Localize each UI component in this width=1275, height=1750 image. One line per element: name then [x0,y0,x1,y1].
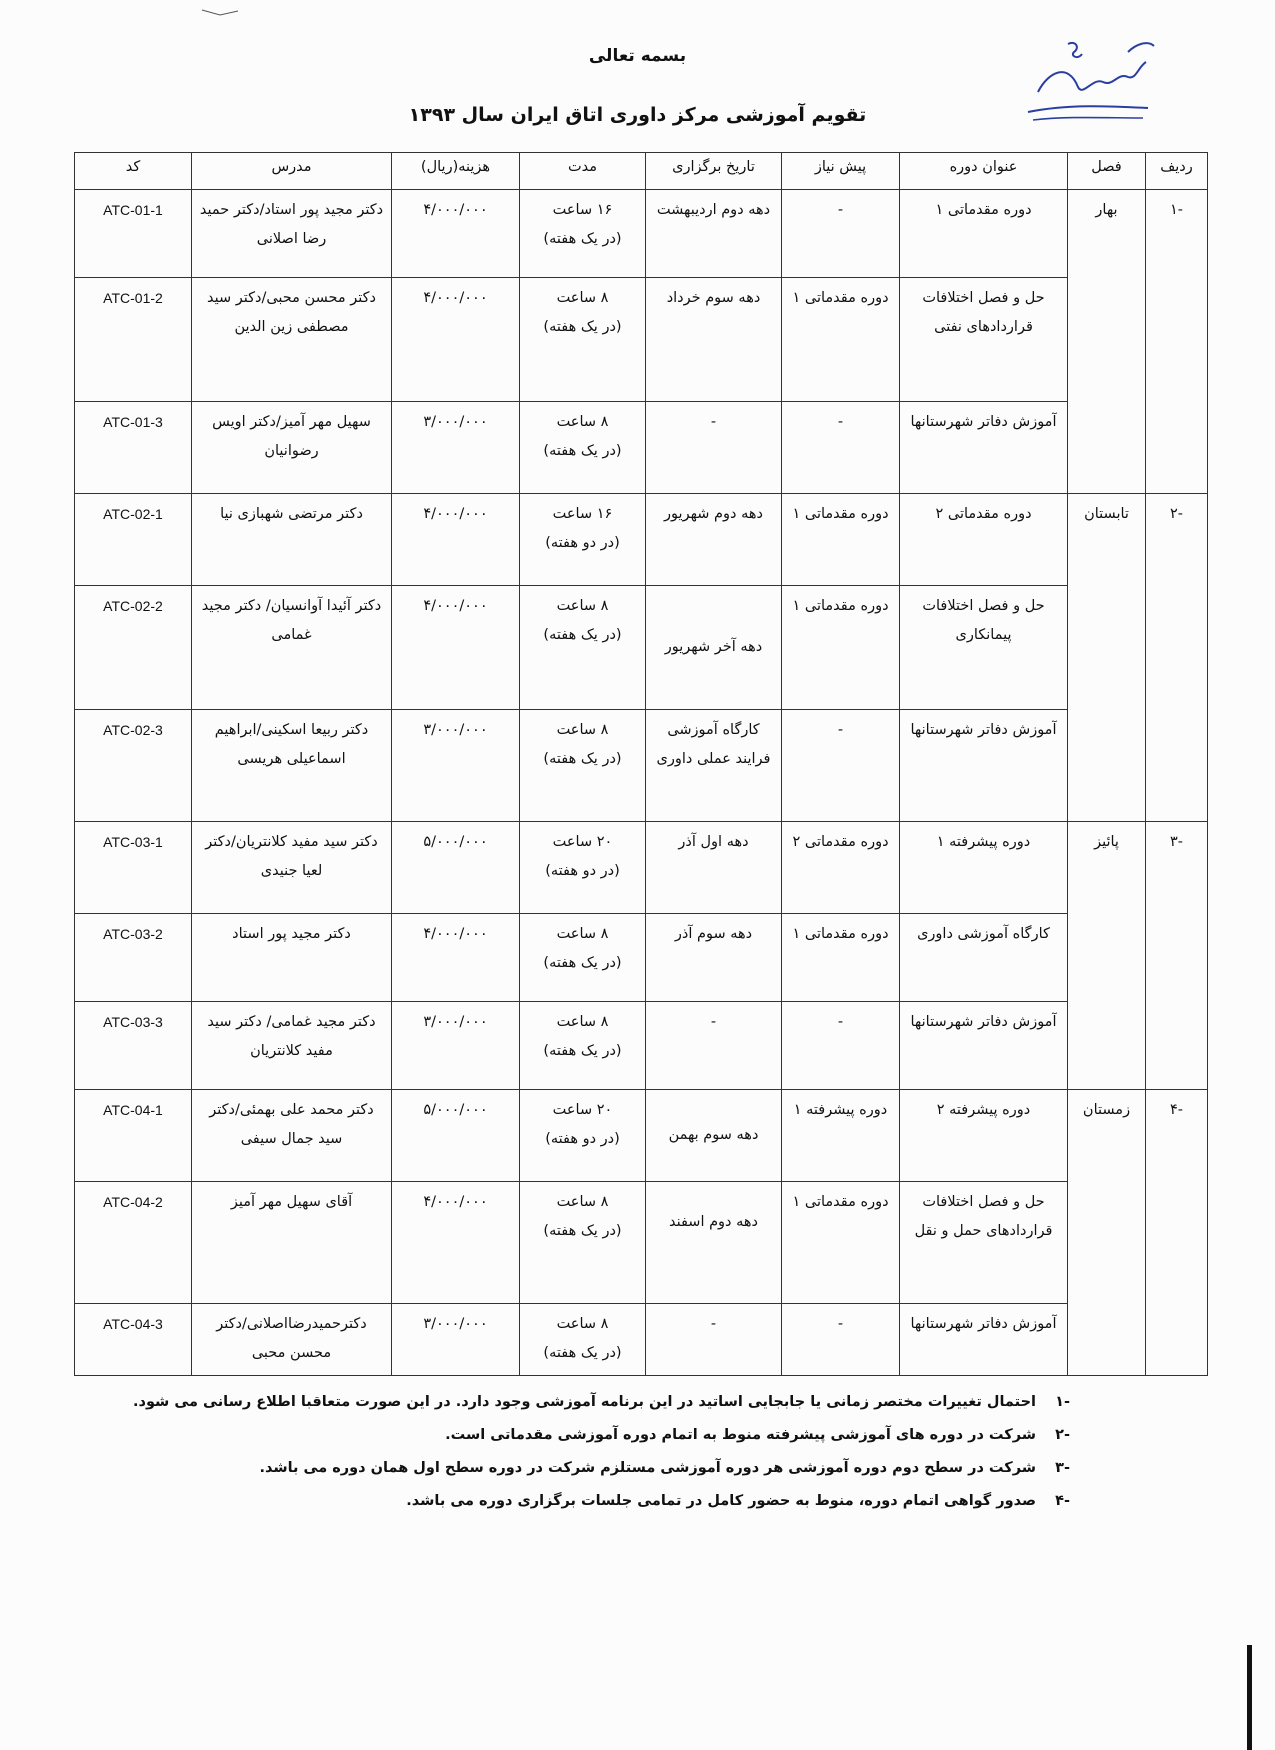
instructor-cell: دکتر مرتضی شهبازی نیا [192,494,392,586]
duration-hours: ۸ ساعت [556,926,609,942]
table-row [75,914,1208,1002]
duration-hours: ۸ ساعت [556,414,609,430]
prereq-cell: دوره مقدماتی ۱ [782,914,900,1002]
prereq-cell: - [782,1304,900,1376]
duration-cell [520,494,646,586]
fee-cell: ۴/۰۰۰/۰۰۰ [392,494,520,586]
col-header-fee: هزینه(ریال) [392,153,520,190]
duration-cell [520,914,646,1002]
course-title: دوره پیشرفته ۲ [900,1090,1068,1182]
fee-cell: ۴/۰۰۰/۰۰۰ [392,278,520,402]
table-row [75,1182,1208,1304]
table-row [75,1090,1208,1182]
course-title: کارگاه آموزشی داوری [900,914,1068,1002]
duration-cell [520,1182,646,1304]
col-header-prereq: پیش نیاز [782,153,900,190]
table-row [75,190,1208,278]
date-cell: - [646,1002,782,1090]
fee-cell: ۴/۰۰۰/۰۰۰ [392,914,520,1002]
season-cell: زمستان [1068,1090,1146,1376]
prereq-cell: دوره مقدماتی ۱ [782,586,900,710]
header-row [75,153,1208,190]
prereq-cell: دوره پیشرفته ۱ [782,1090,900,1182]
instructor-cell: دکتر آئیدا آوانسیان/ دکتر مجید غمامی [192,586,392,710]
date-cell: دهه اول آذر [646,822,782,914]
table-row [75,1304,1208,1376]
scan-mark [200,6,240,20]
prereq-cell: - [782,402,900,494]
duration-hours: ۸ ساعت [556,722,609,738]
duration-hours: ۲۰ ساعت [552,1102,613,1118]
duration-note: (در یک هفته) [543,319,622,335]
duration-hours: ۱۶ ساعت [552,506,613,522]
footnote-item [100,1386,1070,1419]
fee-cell: ۴/۰۰۰/۰۰۰ [392,1182,520,1304]
scan-edge-mark [1247,1645,1252,1750]
duration-cell [520,710,646,822]
fee-cell: ۳/۰۰۰/۰۰۰ [392,710,520,822]
footnote-item [100,1452,1070,1485]
footnote-number: -۲ [1055,1427,1070,1443]
page-title: تقویم آموزشی مرکز داوری اتاق ایران سال ۱۳۹۳ [408,104,867,126]
code-cell: ATC-04-3 [75,1304,192,1376]
col-header-row-no: ردیف [1146,153,1208,190]
duration-hours: ۲۰ ساعت [552,834,613,850]
row-number: -۳ [1146,822,1208,1090]
footnote-number: -۴ [1055,1493,1070,1509]
instructor-cell: دکتر محسن محبی/دکتر سید مصطفی زین الدین [192,278,392,402]
table-row [75,710,1208,822]
footnotes [100,1386,1070,1518]
duration-hours: ۸ ساعت [556,598,609,614]
duration-note: (در یک هفته) [543,955,622,971]
duration-note: (در یک هفته) [543,751,622,767]
season-cell: تابستان [1068,494,1146,822]
fee-cell: ۴/۰۰۰/۰۰۰ [392,190,520,278]
date-cell: کارگاه آموزشی فرایند عملی داوری [646,710,782,822]
instructor-cell: دکتر محمد علی بهمئی/دکتر سید جمال سیفی [192,1090,392,1182]
duration-cell [520,190,646,278]
duration-cell [520,822,646,914]
instructor-cell: دکتر مجید پور استاد/دکتر حمید رضا اصلانی [192,190,392,278]
col-header-instructor: مدرس [192,153,392,190]
date-cell: دهه سوم خرداد [646,278,782,402]
duration-note: (در یک هفته) [543,1345,622,1361]
footnote-item [100,1485,1070,1518]
duration-cell [520,1090,646,1182]
fee-cell: ۳/۰۰۰/۰۰۰ [392,1002,520,1090]
col-header-duration: مدت [520,153,646,190]
duration-note: (در دو هفته) [545,1131,620,1147]
course-title: آموزش دفاتر شهرستانها [900,710,1068,822]
code-cell: ATC-04-2 [75,1182,192,1304]
course-title: آموزش دفاتر شهرستانها [900,402,1068,494]
duration-note: (در یک هفته) [543,231,622,247]
instructor-cell: دکتر مجید پور استاد [192,914,392,1002]
col-header-title: عنوان دوره [900,153,1068,190]
course-title: دوره مقدماتی ۱ [900,190,1068,278]
instructor-cell: دکتر سید مفید کلانتریان/دکتر لعیا جنیدی [192,822,392,914]
footnote-number: -۱ [1055,1394,1070,1410]
duration-hours: ۸ ساعت [556,1194,609,1210]
footnote-text: احتمال تغییرات مختصر زمانی یا جابجایی اساتید در این برنامه آموزشی وجود دارد. در این صورت متعاقبا اطلاع رسانی می شود. [133,1394,1036,1410]
course-title: حل و فصل اختلافات قراردادهای نفتی [900,278,1068,402]
code-cell: ATC-04-1 [75,1090,192,1182]
code-cell: ATC-02-1 [75,494,192,586]
footnote-text: شرکت در سطح دوم دوره آموزشی هر دوره آموزشی مستلزم شرکت در دوره سطح اول همان دوره می باشد. [259,1460,1036,1476]
prereq-cell: دوره مقدماتی ۱ [782,494,900,586]
season-cell: پائیز [1068,822,1146,1090]
fee-cell: ۳/۰۰۰/۰۰۰ [392,1304,520,1376]
duration-hours: ۸ ساعت [556,1014,609,1030]
prereq-cell: دوره مقدماتی ۱ [782,278,900,402]
code-cell: ATC-03-3 [75,1002,192,1090]
code-cell: ATC-02-2 [75,586,192,710]
date-cell: دهه دوم اردیبهشت [646,190,782,278]
course-title: حل و فصل اختلافات پیمانکاری [900,586,1068,710]
date-cell: - [646,1304,782,1376]
code-cell: ATC-03-2 [75,914,192,1002]
duration-note: (در یک هفته) [543,1043,622,1059]
row-number: -۱ [1146,190,1208,494]
fee-cell: ۴/۰۰۰/۰۰۰ [392,586,520,710]
table-row [75,278,1208,402]
table-row [75,494,1208,586]
bismillah-heading: بسمه تعالی [588,46,687,66]
course-title: آموزش دفاتر شهرستانها [900,1002,1068,1090]
footnote-text: صدور گواهی اتمام دوره، منوط به حضور کامل در تمامی جلسات برگزاری دوره می باشد. [406,1493,1036,1509]
code-cell: ATC-01-3 [75,402,192,494]
course-title: دوره پیشرفته ۱ [900,822,1068,914]
duration-cell [520,402,646,494]
duration-hours: ۱۶ ساعت [552,202,613,218]
code-cell: ATC-01-2 [75,278,192,402]
col-header-code: کد [75,153,192,190]
season-cell: بهار [1068,190,1146,494]
col-header-date: تاریخ برگزاری [646,153,782,190]
col-header-season: فصل [1068,153,1146,190]
duration-note: (در یک هفته) [543,627,622,643]
course-title: حل و فصل اختلافات قراردادهای حمل و نقل [900,1182,1068,1304]
date-cell: دهه سوم آذر [646,914,782,1002]
course-title: دوره مقدماتی ۲ [900,494,1068,586]
instructor-cell: دکتر مجید غمامی/ دکتر سید مفید کلانتریان [192,1002,392,1090]
row-number: -۲ [1146,494,1208,822]
duration-note: (در دو هفته) [545,863,620,879]
schedule-table [74,152,1208,1376]
row-number: -۴ [1146,1090,1208,1376]
duration-note: (در یک هفته) [543,1223,622,1239]
table-row [75,402,1208,494]
duration-hours: ۸ ساعت [556,1316,609,1332]
instructor-cell: دکتر ربیعا اسکینی/ابراهیم اسماعیلی هریسی [192,710,392,822]
prereq-cell: - [782,1002,900,1090]
code-cell: ATC-01-1 [75,190,192,278]
table-row [75,1002,1208,1090]
prereq-cell: دوره مقدماتی ۱ [782,1182,900,1304]
duration-cell [520,1002,646,1090]
duration-cell [520,278,646,402]
footnote-text: شرکت در دوره های آموزشی پیشرفته منوط به اتمام دوره آموزشی مقدماتی است. [445,1427,1036,1443]
table-row [75,822,1208,914]
code-cell: ATC-02-3 [75,710,192,822]
duration-hours: ۸ ساعت [556,290,609,306]
date-cell: - [646,402,782,494]
prereq-cell: - [782,710,900,822]
instructor-cell: آقای سهیل مهر آمیز [192,1182,392,1304]
date-cell: دهه آخر شهریور [646,586,782,710]
fee-cell: ۵/۰۰۰/۰۰۰ [392,1090,520,1182]
code-cell: ATC-03-1 [75,822,192,914]
duration-cell [520,586,646,710]
course-title: آموزش دفاتر شهرستانها [900,1304,1068,1376]
date-cell: دهه سوم بهمن [646,1090,782,1182]
footnote-item [100,1419,1070,1452]
duration-note: (در یک هفته) [543,443,622,459]
prereq-cell: - [782,190,900,278]
fee-cell: ۵/۰۰۰/۰۰۰ [392,822,520,914]
date-cell: دهه دوم شهریور [646,494,782,586]
prereq-cell: دوره مقدماتی ۲ [782,822,900,914]
duration-note: (در دو هفته) [545,535,620,551]
fee-cell: ۳/۰۰۰/۰۰۰ [392,402,520,494]
instructor-cell: سهیل مهر آمیز/دکتر اویس رضوانیان [192,402,392,494]
date-cell: دهه دوم اسفند [646,1182,782,1304]
table-row [75,586,1208,710]
duration-cell [520,1304,646,1376]
instructor-cell: دکترحمیدرضااصلانی/دکتر محسن محبی [192,1304,392,1376]
footnote-number: -۳ [1055,1460,1070,1476]
